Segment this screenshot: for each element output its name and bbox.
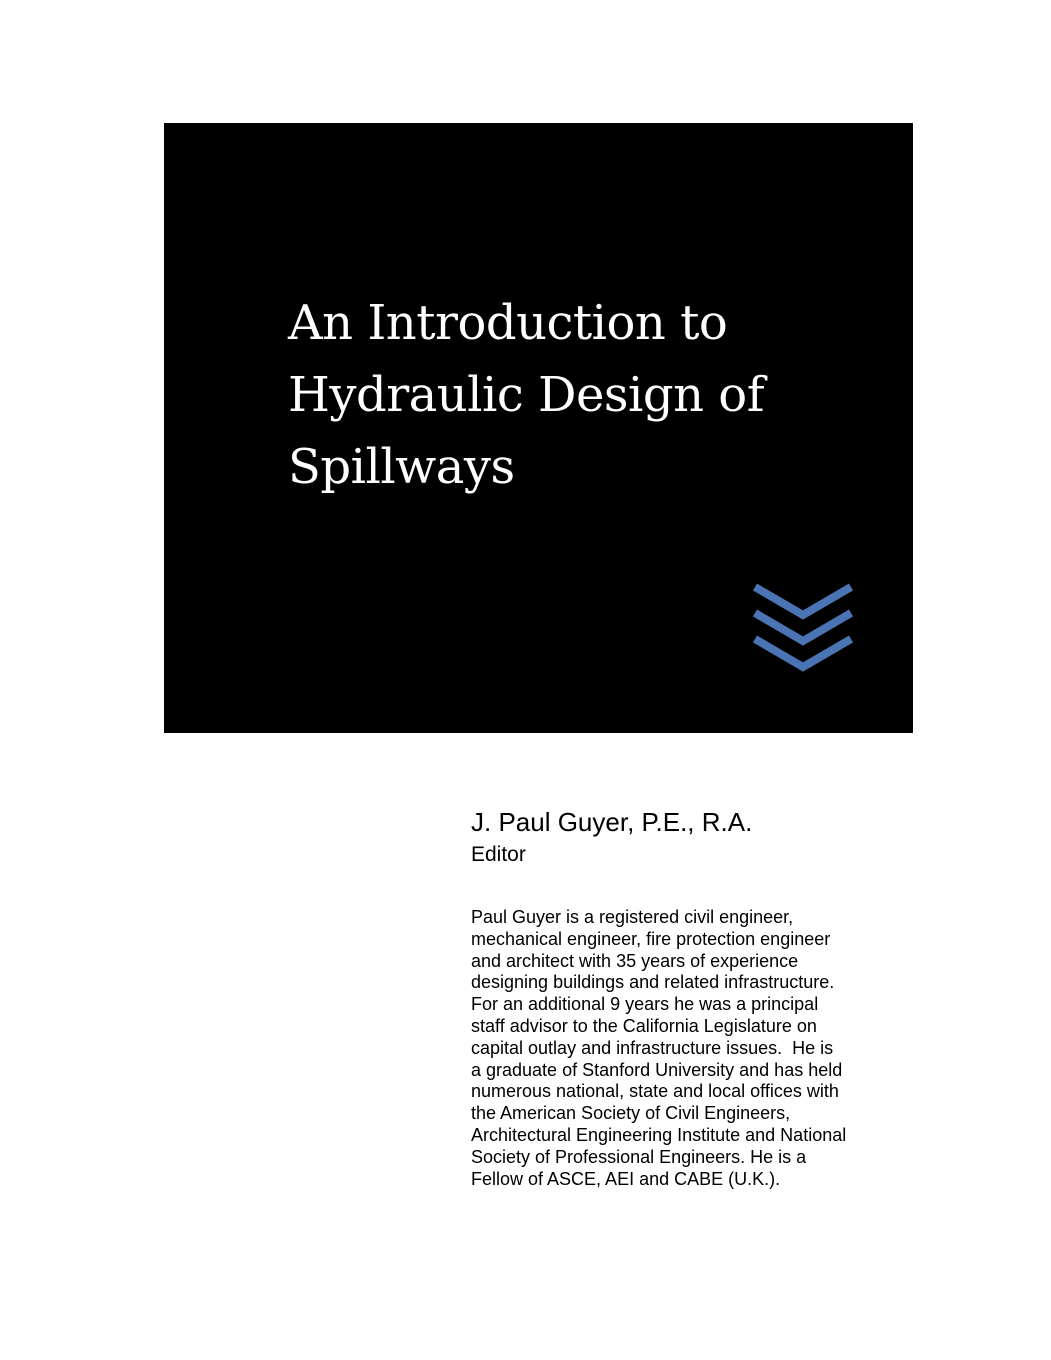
bio-line: mechanical engineer, fire protection engineer [471,928,831,949]
bio-line: the American Society of Civil Engineers, [471,1103,791,1124]
bio-line: a graduate of Stanford University and has held [471,1059,843,1080]
author-role: Editor [471,843,526,866]
bio-line: capital outlay and infrastructure issues. He is [471,1037,834,1058]
bio-line: staff advisor to the California Legislature on [471,1015,817,1036]
bio-line: Paul Guyer is a registered civil engineer, [471,907,794,927]
chevron-stroke-top [755,587,851,615]
bio-line: Architectural Engineering Institute and National [471,1124,847,1145]
bio-line: Fellow of ASCE, AEI and CABE (U.K.). [471,1168,781,1189]
author-name: J. Paul Guyer, P.E., R.A. [471,807,753,837]
cover-panel [164,123,913,733]
book-title [288,287,888,503]
author-bio [471,907,891,1190]
book-title-line-3: Spillways [288,439,515,495]
author-block [471,805,891,1190]
bio-line: For an additional 9 years he was a principal [471,994,819,1015]
bio-line: Society of Professional Engineers. He is a [471,1146,807,1167]
book-title-line-1: An Introduction to [288,295,728,351]
book-title-line-2: Hydraulic Design of [288,367,764,423]
bio-line: and architect with 35 years of experience [471,950,799,971]
triple-chevron-down-icon [753,583,853,678]
bio-line: designing buildings and related infrastructure. [471,972,835,993]
bio-line: numerous national, state and local offices with [471,1081,839,1102]
